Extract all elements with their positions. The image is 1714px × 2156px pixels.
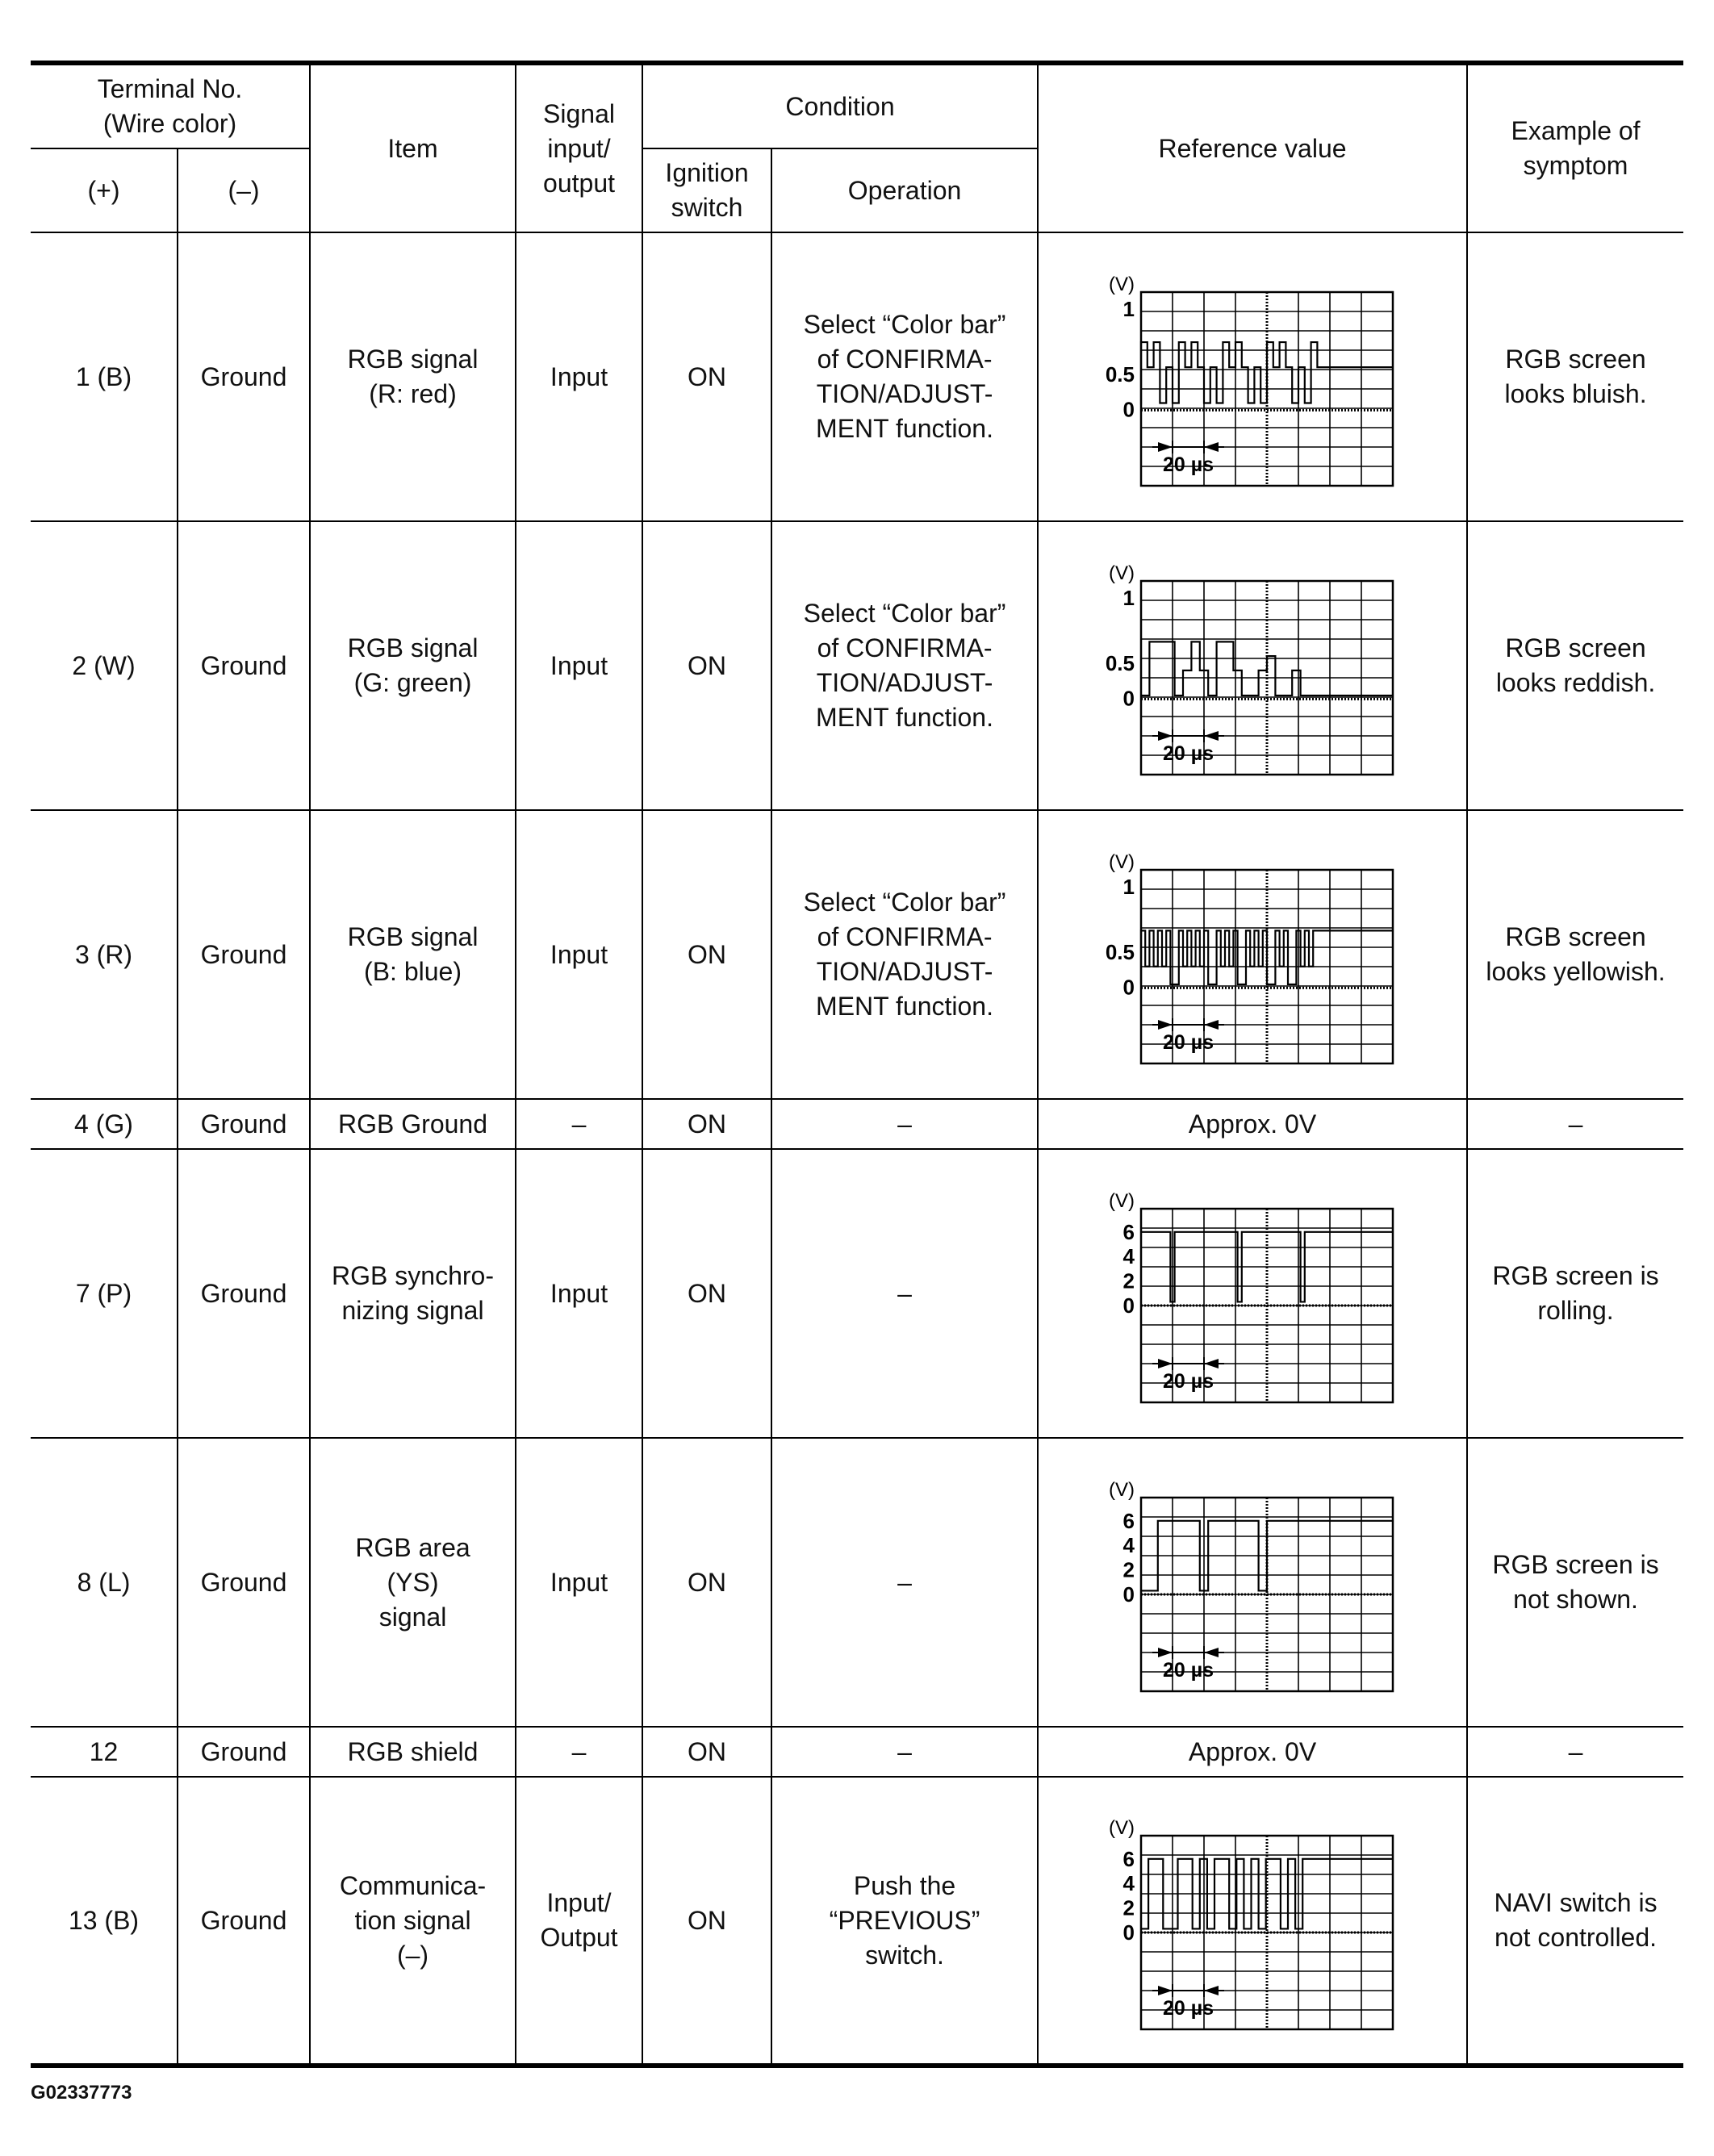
- reference-cell: [1038, 1438, 1467, 1727]
- waveform-chart: [1083, 545, 1422, 787]
- terminal-plus-cell: 3 (R): [31, 810, 178, 1099]
- table-row: [31, 810, 1683, 1099]
- header-ignition-switch: Ignition switch: [642, 148, 771, 232]
- header-operation: Operation: [771, 148, 1038, 232]
- figure-code: G02337773: [31, 2082, 132, 2104]
- terminal-plus-cell: 2 (W): [31, 521, 178, 810]
- waveform-chart: [1083, 834, 1422, 1076]
- symptom-cell: RGB screen looks bluish.: [1467, 232, 1683, 521]
- header-minus: (–): [178, 148, 310, 232]
- ignition-cell: ON: [642, 810, 771, 1099]
- signal-io-cell: Input: [516, 1149, 642, 1438]
- ignition-cell: ON: [642, 1149, 771, 1438]
- item-cell: RGB signal (R: red): [310, 232, 516, 521]
- terminal-minus-cell: Ground: [178, 810, 310, 1099]
- ignition-cell: ON: [642, 1099, 771, 1149]
- ignition-cell: ON: [642, 232, 771, 521]
- unit-label: (V): [1109, 1190, 1135, 1212]
- terminal-minus-cell: Ground: [178, 1099, 310, 1149]
- y-tick-label: 0.5: [1105, 940, 1135, 965]
- y-tick-label: 0: [1122, 1920, 1135, 1945]
- time-division-label: 20 µs: [1163, 1031, 1214, 1054]
- table-row: [31, 521, 1683, 810]
- time-marker-arrow-left: [1158, 1359, 1173, 1368]
- header-reference-value: Reference value: [1038, 63, 1467, 232]
- header-item: Item: [310, 63, 516, 232]
- time-marker-arrow-left: [1158, 1648, 1173, 1657]
- y-tick-label: 4: [1122, 1244, 1135, 1269]
- terminal-plus-cell: 13 (B): [31, 1777, 178, 2066]
- item-cell: RGB area (YS) signal: [310, 1438, 516, 1727]
- item-cell: RGB shield: [310, 1727, 516, 1777]
- time-division-label: 20 µs: [1163, 742, 1214, 765]
- time-marker-arrow-right: [1204, 1648, 1219, 1657]
- y-tick-label: 1: [1122, 875, 1135, 899]
- y-tick-label: 6: [1122, 1846, 1135, 1871]
- waveform-chart: [1083, 1799, 1422, 2041]
- terminal-plus-cell: 4 (G): [31, 1099, 178, 1149]
- item-cell: RGB Ground: [310, 1099, 516, 1149]
- time-marker-arrow-left: [1158, 731, 1173, 741]
- terminal-plus-cell: 8 (L): [31, 1438, 178, 1727]
- y-tick-label: 0: [1122, 397, 1135, 422]
- signal-io-cell: Input/ Output: [516, 1777, 642, 2066]
- signal-io-cell: Input: [516, 232, 642, 521]
- table-row: [31, 1777, 1683, 2066]
- ignition-cell: ON: [642, 1777, 771, 2066]
- symptom-cell: RGB screen is rolling.: [1467, 1149, 1683, 1438]
- table-body: [31, 232, 1683, 2066]
- symptom-cell: RGB screen looks reddish.: [1467, 521, 1683, 810]
- operation-cell: Select “Color bar” of CONFIRMA- TION/ADJUST- MENT function.: [771, 521, 1038, 810]
- operation-cell: –: [771, 1727, 1038, 1777]
- operation-cell: –: [771, 1099, 1038, 1149]
- reference-cell: [1038, 521, 1467, 810]
- y-tick-label: 0.5: [1105, 362, 1135, 387]
- reference-cell: Approx. 0V: [1038, 1099, 1467, 1149]
- signal-io-cell: Input: [516, 1438, 642, 1727]
- operation-cell: Select “Color bar” of CONFIRMA- TION/ADJUST- MENT function.: [771, 810, 1038, 1099]
- time-marker-arrow-right: [1204, 731, 1219, 741]
- operation-cell: –: [771, 1438, 1038, 1727]
- y-tick-label: 2: [1122, 1557, 1135, 1582]
- unit-label: (V): [1109, 851, 1135, 873]
- time-division-label: 20 µs: [1163, 1997, 1214, 2020]
- header-example-of-symptom: Example of symptom: [1467, 63, 1683, 232]
- table-row: [31, 232, 1683, 521]
- reference-cell: [1038, 1149, 1467, 1438]
- y-tick-label: 0: [1122, 975, 1135, 1000]
- unit-label: (V): [1109, 562, 1135, 584]
- item-cell: Communica- tion signal (–): [310, 1777, 516, 2066]
- time-marker-arrow-right: [1204, 1359, 1219, 1368]
- time-marker-arrow-left: [1158, 442, 1173, 452]
- operation-cell: –: [771, 1149, 1038, 1438]
- time-marker-arrow-left: [1158, 1020, 1173, 1030]
- time-division-label: 20 µs: [1163, 1659, 1214, 1682]
- symptom-cell: RGB screen looks yellowish.: [1467, 810, 1683, 1099]
- table-row: [31, 1099, 1683, 1149]
- item-cell: RGB signal (G: green): [310, 521, 516, 810]
- time-marker-arrow-right: [1204, 442, 1219, 452]
- header-signal-io: Signal input/ output: [516, 63, 642, 232]
- ignition-cell: ON: [642, 521, 771, 810]
- operation-cell: Push the “PREVIOUS” switch.: [771, 1777, 1038, 2066]
- signal-io-cell: Input: [516, 810, 642, 1099]
- y-tick-label: 1: [1122, 297, 1135, 321]
- item-cell: RGB synchro- nizing signal: [310, 1149, 516, 1438]
- waveform-chart: [1083, 1461, 1422, 1703]
- reference-cell: [1038, 810, 1467, 1099]
- y-tick-label: 2: [1122, 1895, 1135, 1920]
- waveform-chart: [1083, 256, 1422, 498]
- time-division-label: 20 µs: [1163, 453, 1214, 476]
- terminal-plus-cell: 12: [31, 1727, 178, 1777]
- y-tick-label: 1: [1122, 586, 1135, 610]
- terminal-minus-cell: Ground: [178, 1727, 310, 1777]
- symptom-cell: RGB screen is not shown.: [1467, 1438, 1683, 1727]
- reference-cell: [1038, 1777, 1467, 2066]
- y-tick-label: 6: [1122, 1219, 1135, 1244]
- terminal-plus-cell: 1 (B): [31, 232, 178, 521]
- y-tick-label: 4: [1122, 1533, 1135, 1558]
- symptom-cell: –: [1467, 1099, 1683, 1149]
- y-tick-label: 2: [1122, 1268, 1135, 1293]
- y-tick-label: 0: [1122, 686, 1135, 711]
- y-tick-label: 0: [1122, 1293, 1135, 1318]
- table-header: [31, 63, 1683, 232]
- terminal-minus-cell: Ground: [178, 521, 310, 810]
- ignition-cell: ON: [642, 1438, 771, 1727]
- y-tick-label: 4: [1122, 1871, 1135, 1896]
- unit-label: (V): [1109, 1479, 1135, 1501]
- terminal-minus-cell: Ground: [178, 1149, 310, 1438]
- y-tick-label: 0: [1122, 1582, 1135, 1607]
- reference-cell: [1038, 232, 1467, 521]
- reference-cell: Approx. 0V: [1038, 1727, 1467, 1777]
- time-marker-arrow-right: [1204, 1986, 1219, 1995]
- ignition-cell: ON: [642, 1727, 771, 1777]
- header-terminal-no: Terminal No. (Wire color): [31, 63, 310, 148]
- y-tick-label: 6: [1122, 1508, 1135, 1533]
- table-row: [31, 1149, 1683, 1438]
- operation-cell: Select “Color bar” of CONFIRMA- TION/ADJUST- MENT function.: [771, 232, 1038, 521]
- unit-label: (V): [1109, 274, 1135, 295]
- signal-io-cell: –: [516, 1727, 642, 1777]
- waveform-trace: [1141, 342, 1393, 404]
- waveform-trace: [1141, 930, 1393, 984]
- header-plus: (+): [31, 148, 178, 232]
- terminal-minus-cell: Ground: [178, 232, 310, 521]
- item-cell: RGB signal (B: blue): [310, 810, 516, 1099]
- table-row: [31, 1727, 1683, 1777]
- time-marker-arrow-left: [1158, 1986, 1173, 1995]
- time-division-label: 20 µs: [1163, 1370, 1214, 1393]
- unit-label: (V): [1109, 1817, 1135, 1839]
- terminal-minus-cell: Ground: [178, 1438, 310, 1727]
- symptom-cell: NAVI switch is not controlled.: [1467, 1777, 1683, 2066]
- signal-io-cell: –: [516, 1099, 642, 1149]
- y-tick-label: 0.5: [1105, 651, 1135, 676]
- signal-io-cell: Input: [516, 521, 642, 810]
- header-condition: Condition: [642, 63, 1038, 148]
- time-marker-arrow-right: [1204, 1020, 1219, 1030]
- terminal-minus-cell: Ground: [178, 1777, 310, 2066]
- symptom-cell: –: [1467, 1727, 1683, 1777]
- terminal-plus-cell: 7 (P): [31, 1149, 178, 1438]
- waveform-chart: [1083, 1172, 1422, 1414]
- terminal-reference-table: [31, 61, 1683, 2068]
- table-row: [31, 1438, 1683, 1727]
